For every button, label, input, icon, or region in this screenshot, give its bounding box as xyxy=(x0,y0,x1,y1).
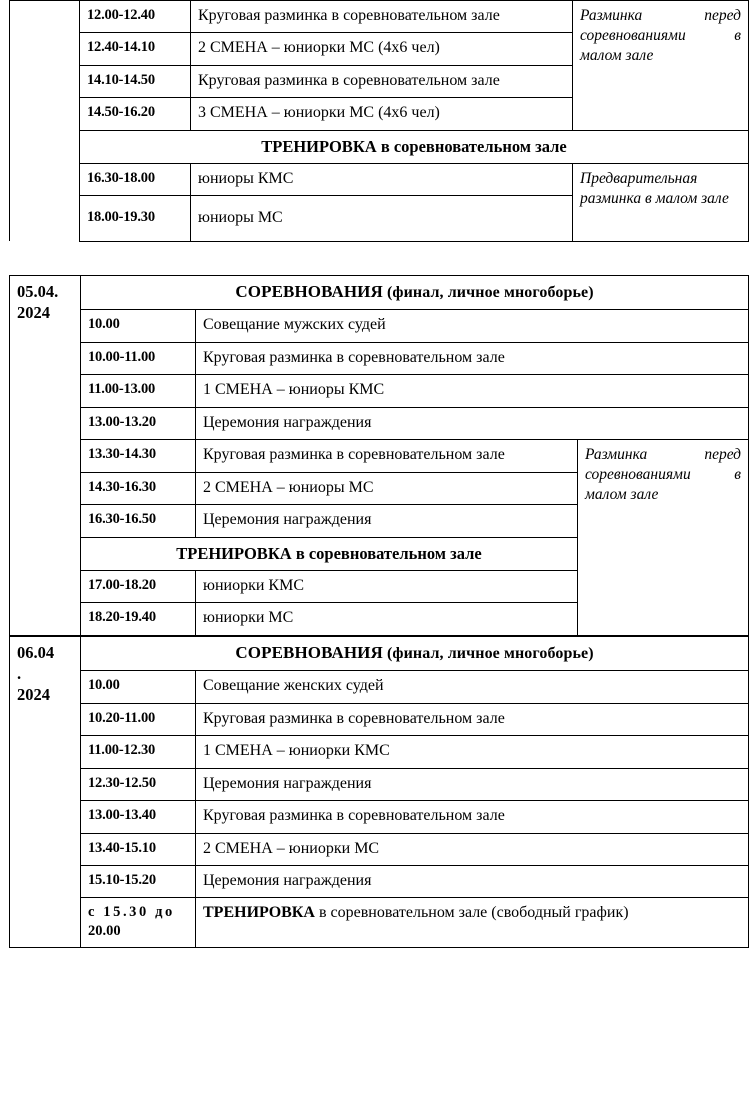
time-cell: 16.30-18.00 xyxy=(80,163,191,195)
time-cell-free xyxy=(81,898,196,947)
date-line-1: 06.04 xyxy=(17,642,55,662)
description-cell: Церемония награждения xyxy=(196,866,749,898)
description-cell: Совещание мужских судей xyxy=(196,310,749,342)
schedule-table-continued xyxy=(9,0,749,242)
description-cell: 1 СМЕНА – юниорки КМС xyxy=(196,736,749,768)
time-cell: 15.10-15.20 xyxy=(81,866,196,898)
time-cell: 10.20-11.00 xyxy=(81,703,196,735)
description-cell: 2 СМЕНА – юниорки МС (4х6 чел) xyxy=(191,33,573,65)
table-row xyxy=(10,342,749,374)
description-cell: юниоры КМС xyxy=(191,163,573,195)
table-row xyxy=(10,275,749,309)
day2-heading-main: СОРЕВНОВАНИЯ xyxy=(235,642,383,662)
description-cell: Церемония награждения xyxy=(196,407,749,439)
training-banner-bold: ТРЕНИРОВКА xyxy=(176,543,292,563)
description-cell: Круговая разминка в соревновательном зале xyxy=(191,1,573,33)
time-cell: 10.00-11.00 xyxy=(81,342,196,374)
time-cell: 11.00-12.30 xyxy=(81,736,196,768)
table-row xyxy=(10,866,749,898)
time-cell: 11.00-13.00 xyxy=(81,375,196,407)
time-cell: 14.30-16.30 xyxy=(81,472,196,504)
day2-heading xyxy=(81,636,749,671)
table-row xyxy=(10,375,749,407)
training-banner-rest: в соревновательном зале xyxy=(376,136,567,156)
free-training-rest: в соревновательном зале (свободный график) xyxy=(314,904,629,922)
time-cell: 14.10-14.50 xyxy=(80,65,191,97)
note-cell: Предварительная разминка в малом зале xyxy=(573,163,749,241)
time-cell: 13.30-14.30 xyxy=(81,440,196,472)
free-training-bold: ТРЕНИРОВКА xyxy=(203,904,315,922)
description-cell: Круговая разминка в соревновательном зале xyxy=(196,703,749,735)
time-cell: 17.00-18.20 xyxy=(81,570,196,602)
description-cell-free xyxy=(196,898,749,947)
table-row xyxy=(10,833,749,865)
time-cell: 12.40-14.10 xyxy=(80,33,191,65)
description-cell: юниорки МС xyxy=(196,603,578,636)
table-row xyxy=(10,703,749,735)
description-cell: 2 СМЕНА – юниоры МС xyxy=(196,472,578,504)
time-cell: 13.00-13.20 xyxy=(81,407,196,439)
time-cell: 10.00 xyxy=(81,671,196,703)
time-cell: 12.30-12.50 xyxy=(81,768,196,800)
training-banner-rest: в соревновательном зале xyxy=(291,543,482,563)
description-cell: Совещание женских судей xyxy=(196,671,749,703)
description-cell: Круговая разминка в соревновательном зале xyxy=(191,65,573,97)
time-cell: 13.40-15.10 xyxy=(81,833,196,865)
description-cell: 3 СМЕНА – юниорки МС (4х6 чел) xyxy=(191,98,573,130)
time-cell: 16.30-16.50 xyxy=(81,505,196,537)
description-cell: Круговая разминка в соревновательном зале xyxy=(196,342,749,374)
training-banner xyxy=(80,130,749,163)
day1-heading-main: СОРЕВНОВАНИЯ xyxy=(235,281,383,301)
banner-row xyxy=(10,130,749,163)
table-row xyxy=(10,1,749,33)
day1-heading-paren: (финал, личное многоборье) xyxy=(382,283,594,301)
description-cell: юниорки КМС xyxy=(196,570,578,602)
day1-heading xyxy=(81,275,749,309)
table-row-free-schedule xyxy=(10,898,749,947)
description-cell: Церемония награждения xyxy=(196,505,578,537)
time-cell: 10.00 xyxy=(81,310,196,342)
date-line-2: . xyxy=(17,663,22,683)
time-free-line1: с 15.30 до xyxy=(88,904,175,921)
table-row xyxy=(10,768,749,800)
table-row xyxy=(10,407,749,439)
description-cell: юниоры МС xyxy=(191,196,573,241)
schedule-table-main xyxy=(9,275,749,948)
time-free-line2: 20.00 xyxy=(88,923,121,940)
table-row xyxy=(10,636,749,671)
description-cell: Круговая разминка в соревновательном зале xyxy=(196,440,578,472)
training-banner-day1 xyxy=(81,537,578,570)
training-banner-bold: ТРЕНИРОВКА xyxy=(261,136,377,156)
date-cell-day1 xyxy=(10,275,81,635)
description-cell: 1 СМЕНА – юниоры КМС xyxy=(196,375,749,407)
table-row xyxy=(10,163,749,195)
time-cell: 13.00-13.40 xyxy=(81,801,196,833)
table-gap xyxy=(0,242,750,275)
table-row xyxy=(10,736,749,768)
description-cell: 2 СМЕНА – юниорки МС xyxy=(196,833,749,865)
note-cell: Разминка перед соревнованиями в малом зале xyxy=(573,1,749,131)
day2-heading-paren: (финал, личное многоборье) xyxy=(382,644,594,662)
table-row xyxy=(10,671,749,703)
table-row xyxy=(10,310,749,342)
date-cell xyxy=(10,1,80,242)
description-cell: Церемония награждения xyxy=(196,768,749,800)
time-cell: 18.20-19.40 xyxy=(81,603,196,636)
table-row xyxy=(10,440,749,472)
date-line-3: 2024 xyxy=(17,684,50,704)
date-line-1: 05.04. xyxy=(17,281,59,301)
time-cell: 18.00-19.30 xyxy=(80,196,191,241)
table-row xyxy=(10,801,749,833)
time-cell: 14.50-16.20 xyxy=(80,98,191,130)
date-line-2: 2024 xyxy=(17,303,50,323)
date-cell-day2 xyxy=(10,636,81,947)
description-cell: Круговая разминка в соревновательном зале xyxy=(196,801,749,833)
time-cell: 12.00-12.40 xyxy=(80,1,191,33)
note-cell: Разминка перед соревнованиями в малом зале xyxy=(578,440,749,636)
